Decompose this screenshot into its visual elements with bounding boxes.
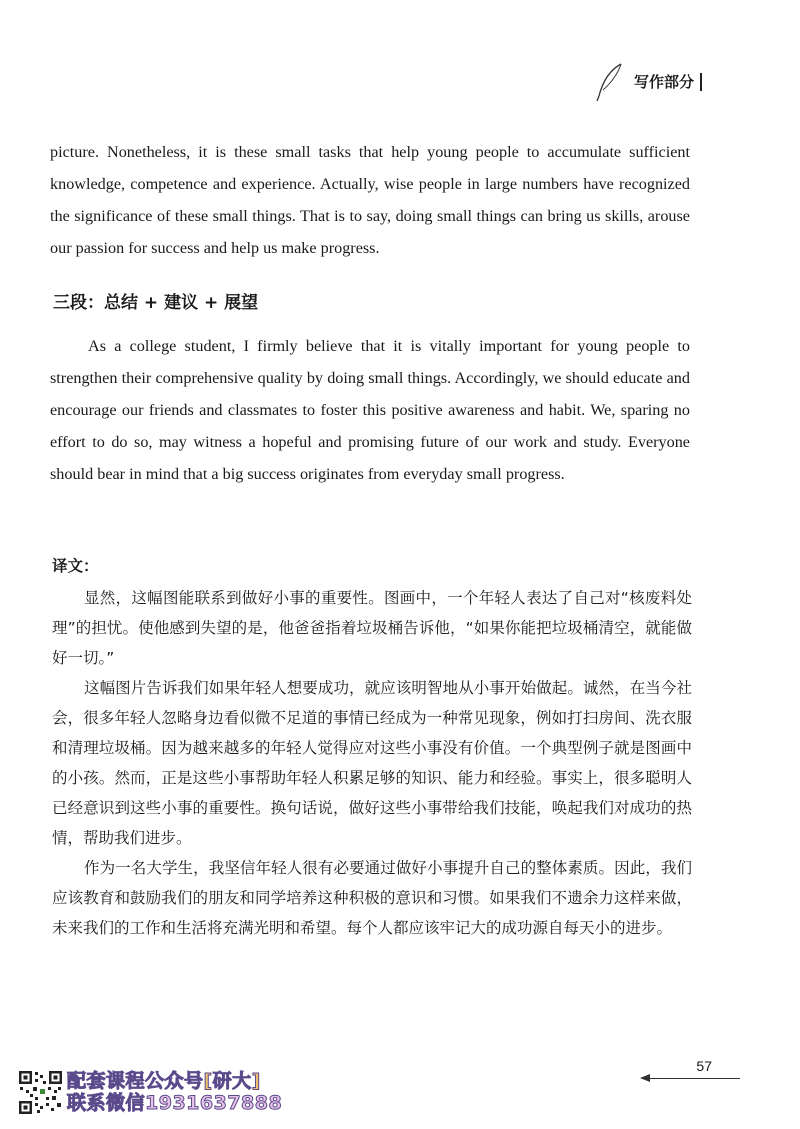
section-title: 写作部分 <box>634 73 702 91</box>
translation-paragraph: 这幅图片告诉我们如果年轻人想要成功，就应该明智地从小事开始做起。诚然，在当今社会，很多年轻人忽略身边看似微不足道的事情已经成为一种常见现象，例如打扫房间、洗衣服和清理垃圾桶。因为越来越多的年轻人觉得应对这些小事没有价值。一个典型例子就是图画中的小孩。然而，正是这些小事帮助年轻人积累足够的知识、能力和经验。事实上，很多聪明人已经意识到这些小事的重要性。换句话说，做好这些小事带给我们技能，唤起我们对成功的热情，帮助我们进步。 <box>52 679 692 847</box>
english-paragraph-1 <box>50 136 690 264</box>
qr-code-icon <box>18 1070 63 1115</box>
translation-label: 译文： <box>52 557 99 575</box>
arrow-left-icon <box>640 1074 650 1082</box>
paragraph-text: picture. Nonetheless, it is these small tasks that help young people to accumulate sufficient knowledge, competence and experience. Actually, wise people in large numbers have recognized the significance of these small things. That is to say, doing small things can bring us skills, arouse our passion for success and help us make progress. <box>50 143 690 257</box>
translation-body <box>52 583 692 943</box>
page-header <box>594 62 702 102</box>
translation-paragraph: 显然，这幅图能联系到做好小事的重要性。图画中，一个年轻人表达了自己对“核废料处理”的担忧。使他感到失望的是，他爸爸指着垃圾桶告诉他，“如果你能把垃圾桶清空，就能做好一切。” <box>52 589 692 667</box>
watermark-line-1: 配套课程公众号[研大] <box>67 1070 261 1092</box>
section-heading: 三段：总结 + 建议 + 展望 <box>53 293 259 313</box>
page-number: 57 <box>696 1058 712 1074</box>
translation-paragraph: 作为一名大学生，我坚信年轻人很有必要通过做好小事提升自己的整体素质。因此，我们应该教育和鼓励我们的朋友和同学培养这种积极的意识和习惯。如果我们不遗余力这样来做，未来我们的工作和生活将充满光明和希望。每个人都应该牢记大的成功源自每天小的进步。 <box>52 859 692 937</box>
paragraph-text: As a college student, I firmly believe that it is vitally important for young people to strengthen their comprehensive quality by doing small things. Accordingly, we should educate and encourage our friends and classmates to foster this positive awareness and habit. We, sparing no effort to do so, may witness a hopeful and promising future of our work and study. Everyone should bear in mind that a big success originates from everyday small progress. <box>50 337 690 483</box>
watermark-text <box>67 1070 282 1114</box>
footer-rule <box>650 1078 740 1079</box>
watermark-line-2: 联系微信1931637888 <box>67 1092 283 1114</box>
watermark <box>18 1070 282 1115</box>
english-paragraph-2 <box>50 330 690 490</box>
quill-pen-icon <box>594 62 624 102</box>
page-footer <box>650 1058 740 1079</box>
